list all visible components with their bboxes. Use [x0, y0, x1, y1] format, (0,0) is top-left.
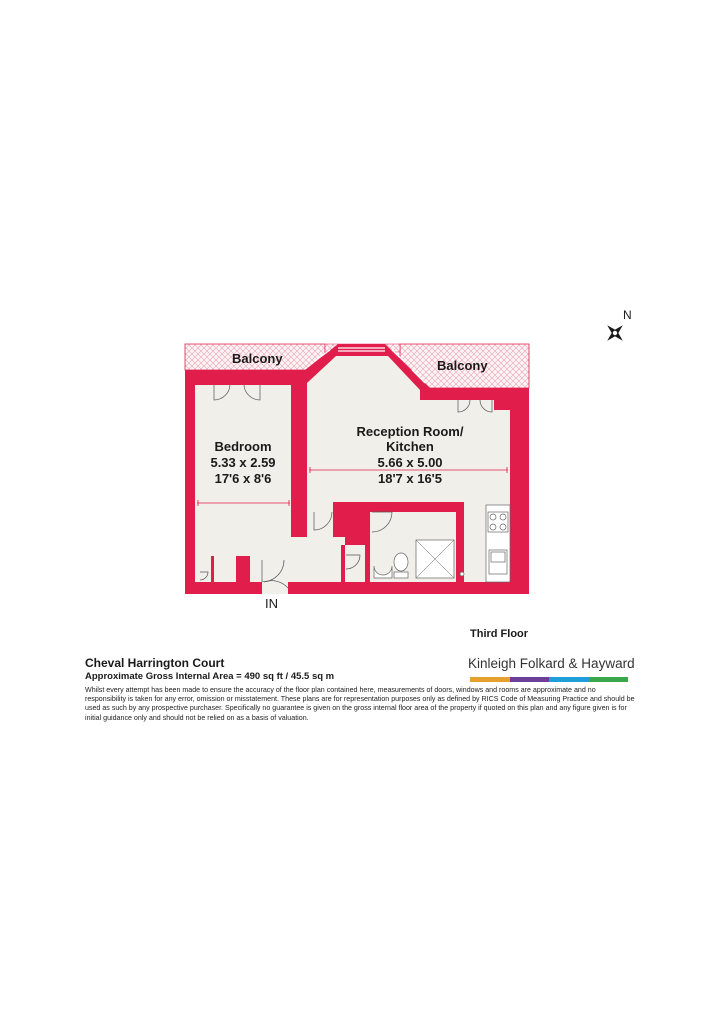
gross-internal-area: Approximate Gross Internal Area = 490 sq ft / 45.5 sq m [85, 671, 335, 682]
entrance-door [262, 581, 288, 594]
reception-imperial: 18'7 x 16'5 [377, 471, 443, 486]
brand-bar-segment [589, 677, 629, 682]
wardrobe-floor [196, 556, 236, 582]
reception-name-line1: Reception Room/ [356, 424, 464, 439]
reception-name-line2: Kitchen [386, 439, 434, 454]
brand-bar-segment [470, 677, 510, 682]
hallway-floor [250, 537, 345, 582]
entrance-label: IN [265, 596, 278, 611]
bedroom-imperial: 17'6 x 8'6 [214, 471, 272, 486]
bedroom-metric: 5.33 x 2.59 [210, 455, 276, 470]
brand-bar-segment [510, 677, 550, 682]
bedroom-name: Bedroom [214, 439, 272, 454]
balcony-label-left: Balcony [232, 351, 283, 366]
north-compass-icon [599, 317, 630, 348]
kitchen-fixtures [486, 505, 510, 582]
floor-label: Third Floor [470, 628, 529, 640]
brand-color-bar [470, 677, 628, 682]
reception-metric: 5.66 x 5.00 [377, 455, 443, 470]
brand-bar-segment [549, 677, 589, 682]
toilet [394, 553, 408, 571]
disclaimer-text: Whilst every attempt has been made to ensure the accuracy of the floor plan contained here, measurements of doors, windows and rooms are approximate and no responsibility is taken for any error, omission or misstatement. These plans are for representation purposes only as defined by RICS Code of Measuring Practice and should be used as such by any prospective purchaser. Specifically no guarantee is given on the gross internal floor area of the property if quoted on this plan and any figure given is for initial guidance only and should not be relied on as a basis of valuation. [85, 686, 635, 722]
compass-north-label: N [623, 308, 632, 322]
cupboard-floor [345, 545, 365, 582]
property-title: Cheval Harrington Court [85, 656, 225, 670]
agent-brand-logo: Kinleigh Folkard & Hayward [468, 656, 635, 671]
balcony-label-right: Balcony [437, 358, 488, 373]
